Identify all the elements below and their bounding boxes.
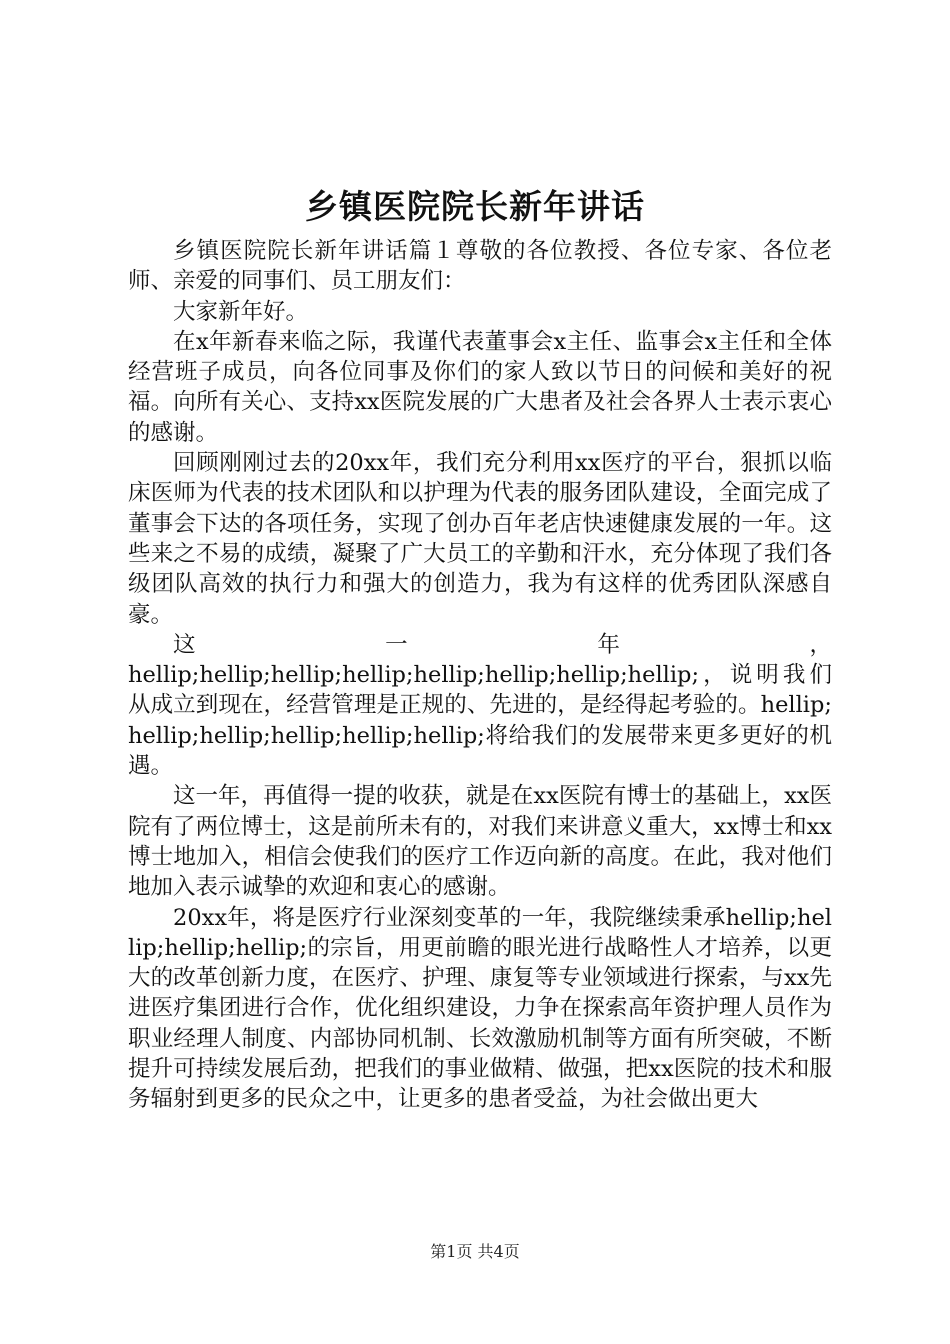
paragraph-greeting: 乡镇医院院长新年讲话篇１尊敬的各位教授、各位专家、各位老师、亲爱的同事们、员工朋友们： xyxy=(128,238,832,295)
document-body xyxy=(128,236,832,1115)
paragraph-this-year-detail: hellip;hellip;hellip;hellip;hellip;hellip;hellip;hellip;，说明我们从成立到现在，经营管理是正规的、先进的，是经得起考验的。hellip;hellip;hellip;hellip;hellip;hellip;将给我们的发展带来更多更好的机遇。 xyxy=(128,662,832,780)
document-title: 乡镇医院院长新年讲话 xyxy=(305,187,645,226)
paragraph-new-year-wishes: 大家新年好。 xyxy=(173,298,309,325)
page-number-footer: 第1页 共4页 xyxy=(430,1242,520,1261)
paragraph-holiday-greetings: 在x年新春来临之际，我谨代表董事会x主任、监事会x主任和全体经营班子成员，向各位同事及你们的家人致以节日的问候和美好的祝福。向所有关心、支持xx医院发展的广大患者及社会各界人士表示衷心的感谢。 xyxy=(128,328,832,446)
paragraph-doctors-joining: 这一年，再值得一提的收获，就是在xx医院有博士的基础上，xx医院有了两位博士，这是前所未有的，对我们来讲意义重大，xx博士和xx博士地加入，相信会使我们的医疗工作迈向新的高度。在此，我对他们地加入表示诚挚的欢迎和衷心的感谢。 xyxy=(128,783,832,901)
paragraph-this-year-intro: 这一年， xyxy=(173,631,832,658)
paragraph-future-plan: 20xx年，将是医疗行业深刻变革的一年，我院继续秉承hellip;hellip;hellip;hellip;的宗旨，用更前瞻的眼光进行战略性人才培养，以更大的改革创新力度，在医疗、护理、康复等专业领域进行探索，与xx先进医疗集团进行合作，优化组织建设，力争在探索高年资护理人员作为职业经理人制度、内部协同机制、长效激励机制等方面有所突破，不断提升可持续发展后劲，把我们的事业做精、做强，把xx医院的技术和服务辐射到更多的民众之中，让更多的患者受益，为社会做出更大 xyxy=(128,904,832,1113)
paragraph-review-past-year: 回顾刚刚过去的20xx年，我们充分利用xx医疗的平台，狠抓以临床医师为代表的技术团队和以护理为代表的服务团队建设，全面完成了董事会下达的各项任务，实现了创办百年老店快速健康发展的一年。这些来之不易的成绩，凝聚了广大员工的辛勤和汗水，充分体现了我们各级团队高效的执行力和强大的创造力，我为有这样的优秀团队深感自豪。 xyxy=(128,450,832,628)
